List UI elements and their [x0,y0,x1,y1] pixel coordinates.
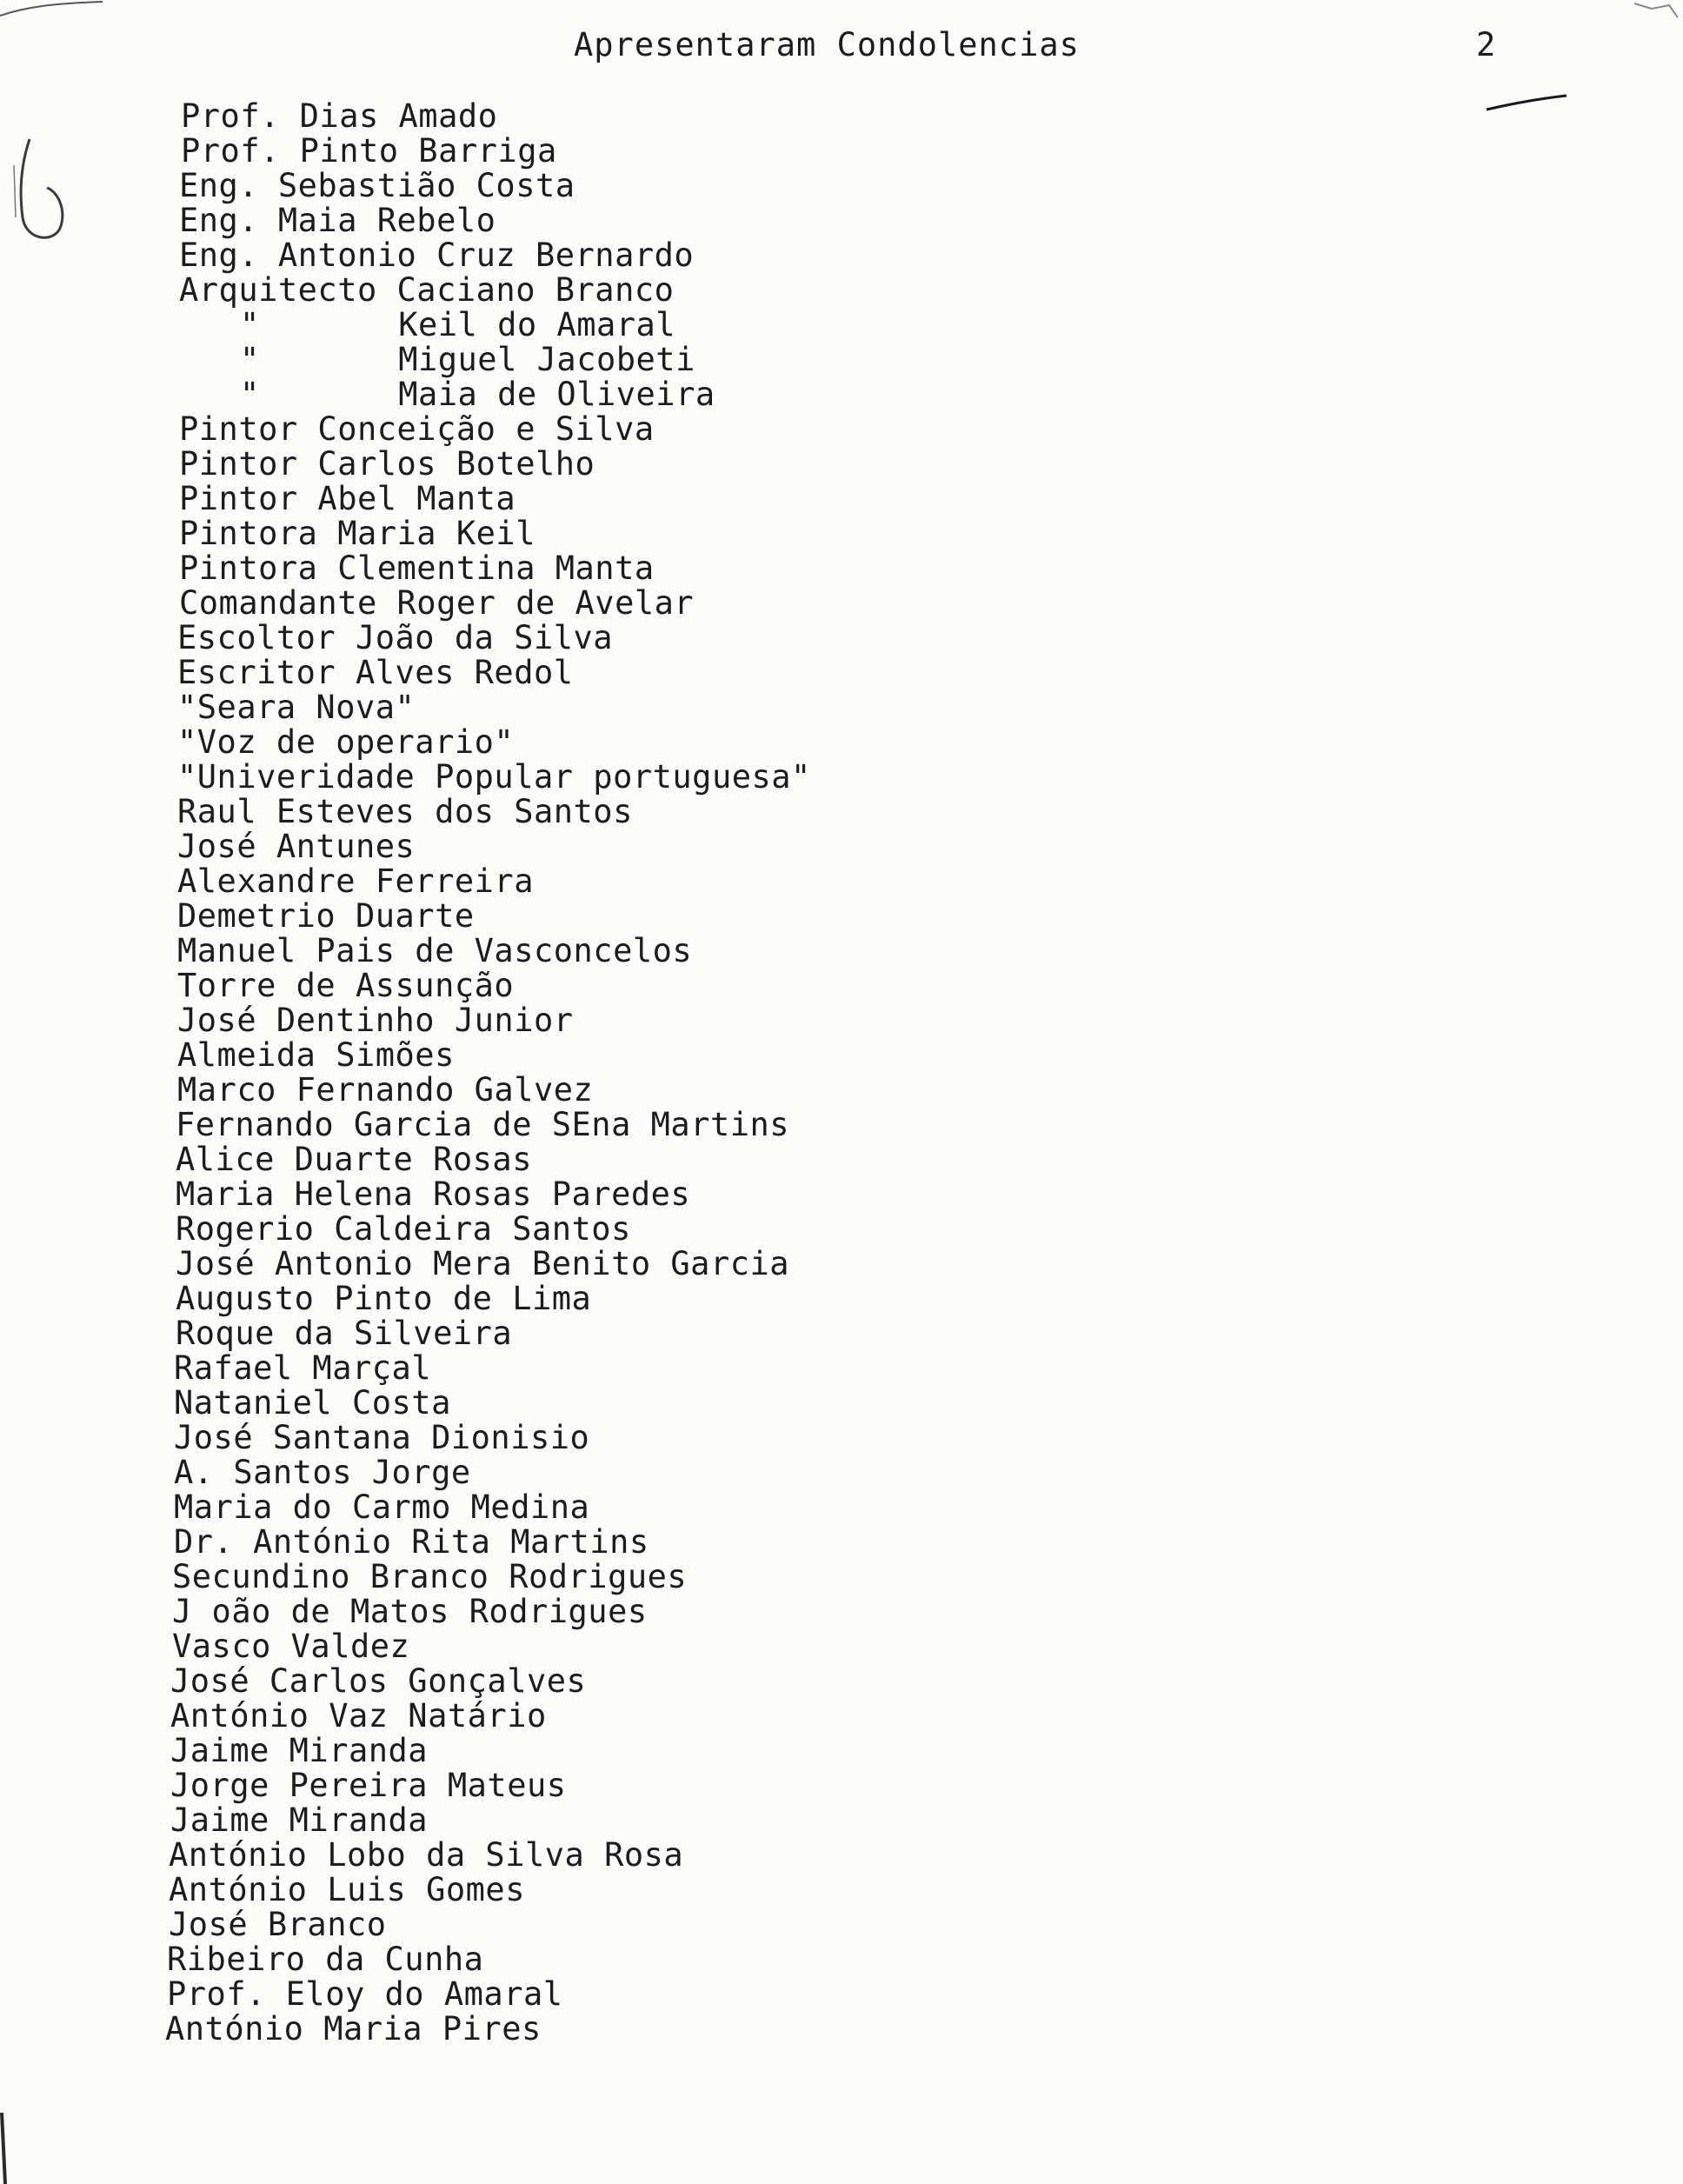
name-line: Jaime Miranda [170,1801,429,1839]
name-line: Jorge Pereira Mateus [170,1767,567,1804]
name-line: Ribeiro da Cunha [167,1941,484,1978]
corner-fold-mark [0,0,104,26]
name-line: Roque da Silveira [176,1315,513,1352]
name-line: J oão de Matos Rodrigues [172,1593,648,1630]
name-line: Augusto Pinto de Lima [176,1280,592,1317]
name-line: Maria Helena Rosas Paredes [176,1175,691,1213]
name-line: Alice Duarte Rosas [176,1141,532,1178]
name-line: "Univeridade Popular portuguesa" [177,758,811,796]
name-line: Eng. Antonio Cruz Bernardo [179,236,695,274]
name-line: António Luis Gomes [169,1871,525,1908]
page-number: 2 [1476,26,1496,63]
name-line: Nataniel Costa [174,1384,451,1422]
name-line: Escoltor João da Silva [177,619,614,656]
handwritten-dash-mark [1483,90,1570,117]
corner-speckle-mark [1617,0,1683,52]
name-line: José Branco [169,1906,387,1943]
name-line: Demetrio Duarte [177,897,475,935]
name-line: Vasco Valdez [172,1628,410,1665]
name-line: " Miguel Jacobeti [240,341,695,378]
name-line: Fernando Garcia de SEna Martins [176,1106,790,1143]
name-line: "Seara Nova" [177,689,416,726]
name-line: " Keil do Amaral [240,306,676,343]
name-line: José Carlos Gonçalves [170,1662,587,1700]
name-line: Manuel Pais de Vasconcelos [177,932,693,969]
name-line: José Santana Dionisio [174,1419,590,1456]
name-line: António Lobo da Silva Rosa [169,1836,684,1874]
name-line: Prof. Dias Amado [181,97,498,135]
name-line: Torre de Assunção [177,967,515,1004]
name-line: Prof. Eloy do Amaral [167,1975,563,2013]
name-line: Rafael Marçal [174,1349,432,1387]
page-edge-mark [0,2113,17,2184]
name-line: A. Santos Jorge [174,1454,471,1491]
name-line: Pintor Carlos Botelho [179,445,595,483]
page-title: Apresentaram Condolencias [574,26,1080,63]
name-line: José Antunes [177,828,416,865]
name-line: Eng. Sebastião Costa [179,167,575,204]
name-line: Alexandre Ferreira [177,862,534,900]
name-line: "Voz de operario" [177,723,515,761]
name-line: António Maria Pires [165,2010,542,2048]
name-line: Pintor Conceição e Silva [179,410,655,448]
name-line: Jaime Miranda [170,1732,429,1769]
name-line: Prof. Pinto Barriga [181,132,557,170]
name-line: Maria do Carmo Medina [174,1488,590,1526]
name-line: Pintor Abel Manta [179,480,516,517]
name-line: Escritor Alves Redol [177,654,574,691]
binder-ring-mark [3,130,73,252]
name-line: Comandante Roger de Avelar [179,584,695,622]
name-line: Almeida Simões [177,1036,455,1074]
name-line: José Dentinho Junior [177,1002,574,1039]
name-line: " Maia de Oliveira [240,376,715,413]
name-line: Rogerio Caldeira Santos [176,1210,631,1248]
name-line: Arquitecto Caciano Branco [179,271,675,309]
name-line: Secundino Branco Rodrigues [172,1558,688,1595]
name-line: Marco Fernando Galvez [177,1071,594,1109]
name-line: Pintora Maria Keil [179,515,536,552]
name-line: José Antonio Mera Benito Garcia [176,1245,790,1282]
name-line: António Vaz Natário [170,1697,547,1735]
name-line: Pintora Clementina Manta [179,549,655,587]
name-line: Eng. Maia Rebelo [179,202,496,239]
name-line: Raul Esteves dos Santos [177,793,633,830]
name-line: Dr. António Rita Martins [174,1523,649,1561]
